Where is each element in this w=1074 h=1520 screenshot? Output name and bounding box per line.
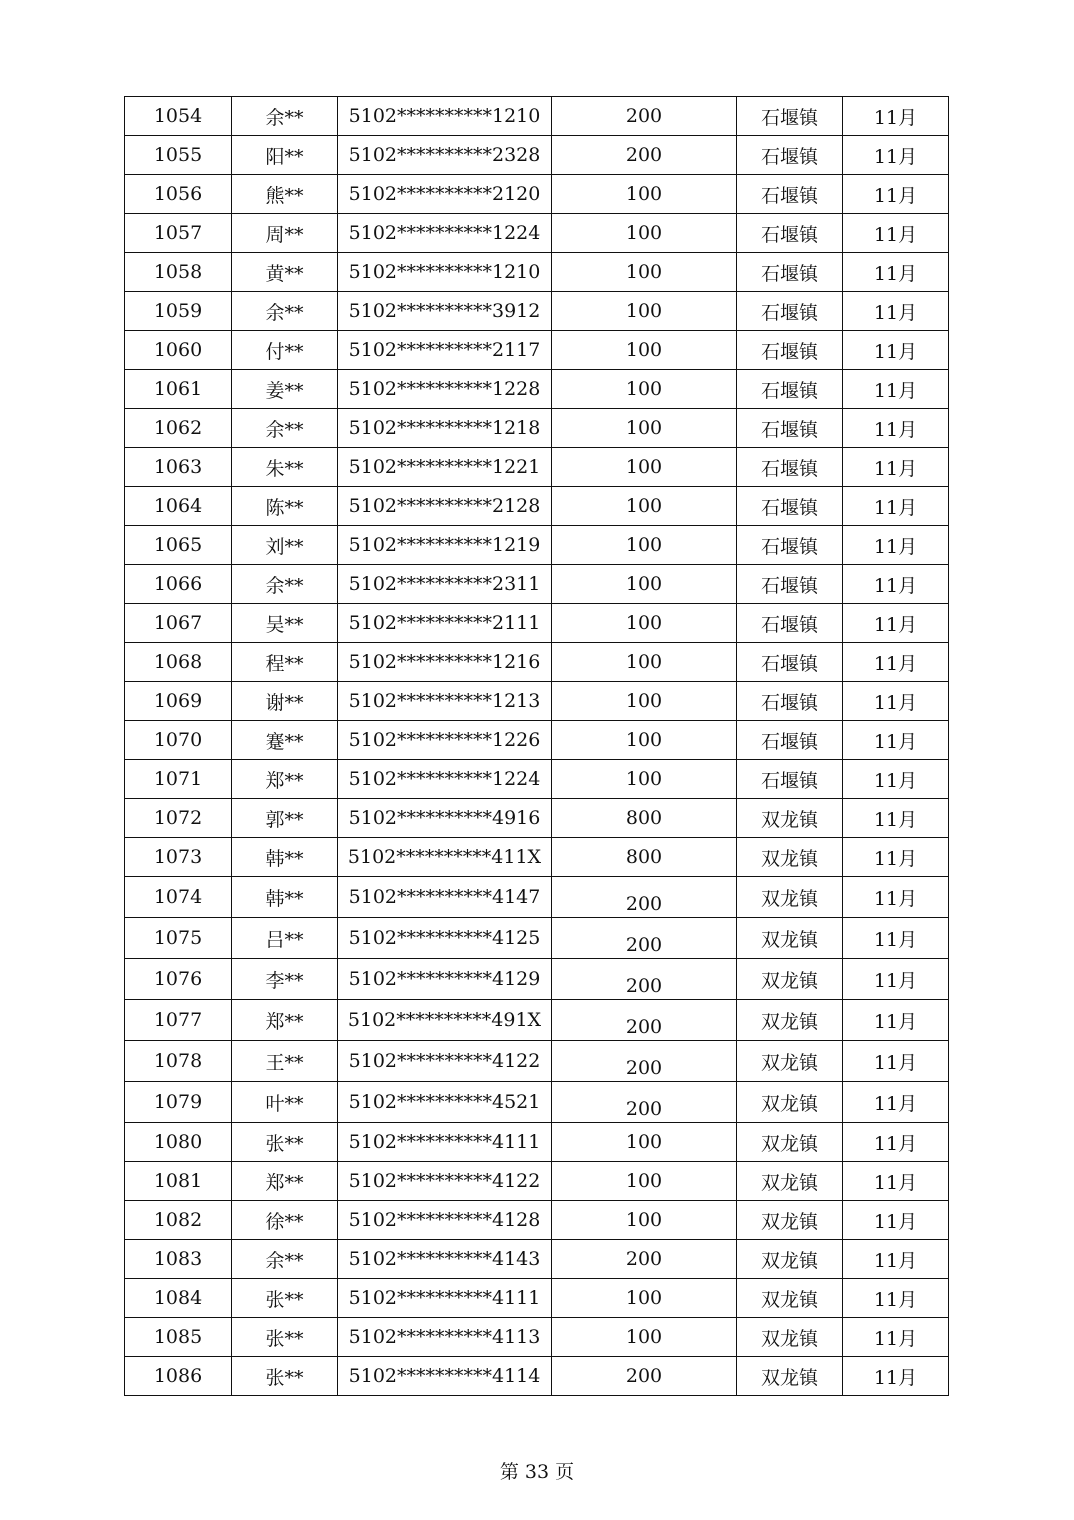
cell-amount: 100 — [552, 448, 737, 487]
cell-id-number: 5102**********1221 — [338, 448, 552, 487]
table-row — [125, 959, 949, 1000]
cell-number: 1056 — [125, 175, 232, 214]
cell-amount: 800 — [552, 799, 737, 838]
cell-id-number: 5102**********1216 — [338, 643, 552, 682]
cell-id-number: 5102**********2117 — [338, 331, 552, 370]
table-row — [125, 877, 949, 918]
cell-id-number: 5102**********1210 — [338, 253, 552, 292]
table-row — [125, 838, 949, 877]
cell-name: 阳** — [232, 136, 338, 175]
cell-amount: 100 — [552, 1318, 737, 1357]
cell-name: 郑** — [232, 1000, 338, 1041]
cell-month: 11月 — [843, 175, 949, 214]
cell-town: 双龙镇 — [737, 1162, 843, 1201]
table-row — [125, 721, 949, 760]
cell-town: 双龙镇 — [737, 838, 843, 877]
table-row — [125, 1201, 949, 1240]
cell-number: 1060 — [125, 331, 232, 370]
cell-month: 11月 — [843, 565, 949, 604]
cell-month: 11月 — [843, 1279, 949, 1318]
cell-amount: 200 — [552, 959, 737, 1000]
cell-month: 11月 — [843, 214, 949, 253]
cell-town: 双龙镇 — [737, 1240, 843, 1279]
cell-name: 陈** — [232, 487, 338, 526]
cell-name: 熊** — [232, 175, 338, 214]
cell-id-number: 5102**********4129 — [338, 959, 552, 1000]
cell-number: 1061 — [125, 370, 232, 409]
cell-town: 石堰镇 — [737, 643, 843, 682]
cell-month: 11月 — [843, 721, 949, 760]
cell-amount: 100 — [552, 643, 737, 682]
table-row — [125, 918, 949, 959]
cell-month: 11月 — [843, 838, 949, 877]
cell-town: 双龙镇 — [737, 1123, 843, 1162]
cell-name: 张** — [232, 1357, 338, 1396]
cell-number: 1080 — [125, 1123, 232, 1162]
cell-name: 吕** — [232, 918, 338, 959]
cell-number: 1064 — [125, 487, 232, 526]
cell-amount: 100 — [552, 370, 737, 409]
cell-id-number: 5102**********4916 — [338, 799, 552, 838]
cell-name: 余** — [232, 409, 338, 448]
cell-id-number: 5102**********1219 — [338, 526, 552, 565]
cell-town: 双龙镇 — [737, 959, 843, 1000]
cell-number: 1059 — [125, 292, 232, 331]
cell-amount: 200 — [552, 136, 737, 175]
cell-name: 张** — [232, 1318, 338, 1357]
cell-amount: 100 — [552, 1123, 737, 1162]
cell-name: 郭** — [232, 799, 338, 838]
cell-number: 1062 — [125, 409, 232, 448]
cell-amount: 100 — [552, 682, 737, 721]
cell-amount: 800 — [552, 838, 737, 877]
table-row — [125, 1041, 949, 1082]
cell-month: 11月 — [843, 136, 949, 175]
cell-number: 1065 — [125, 526, 232, 565]
table-row — [125, 253, 949, 292]
cell-town: 石堰镇 — [737, 292, 843, 331]
cell-town: 石堰镇 — [737, 253, 843, 292]
cell-id-number: 5102**********3912 — [338, 292, 552, 331]
cell-town: 双龙镇 — [737, 1279, 843, 1318]
cell-month: 11月 — [843, 643, 949, 682]
cell-amount: 100 — [552, 331, 737, 370]
cell-amount: 100 — [552, 1201, 737, 1240]
cell-town: 双龙镇 — [737, 1041, 843, 1082]
table-row — [125, 1318, 949, 1357]
cell-amount: 100 — [552, 253, 737, 292]
cell-month: 11月 — [843, 331, 949, 370]
cell-name: 朱** — [232, 448, 338, 487]
page-number: 第 33 页 — [499, 1461, 575, 1483]
cell-town: 石堰镇 — [737, 721, 843, 760]
cell-name: 周** — [232, 214, 338, 253]
cell-name: 韩** — [232, 838, 338, 877]
cell-number: 1069 — [125, 682, 232, 721]
cell-amount: 200 — [552, 97, 737, 136]
cell-month: 11月 — [843, 409, 949, 448]
cell-number: 1054 — [125, 97, 232, 136]
cell-town: 石堰镇 — [737, 448, 843, 487]
cell-amount: 100 — [552, 487, 737, 526]
table-row — [125, 136, 949, 175]
table-row — [125, 292, 949, 331]
cell-town: 石堰镇 — [737, 331, 843, 370]
cell-name: 郑** — [232, 1162, 338, 1201]
table-row — [125, 331, 949, 370]
cell-id-number: 5102**********4111 — [338, 1279, 552, 1318]
cell-month: 11月 — [843, 1123, 949, 1162]
cell-name: 韩** — [232, 877, 338, 918]
cell-town: 双龙镇 — [737, 918, 843, 959]
cell-id-number: 5102**********4113 — [338, 1318, 552, 1357]
cell-town: 石堰镇 — [737, 97, 843, 136]
cell-month: 11月 — [843, 1082, 949, 1123]
cell-month: 11月 — [843, 292, 949, 331]
cell-month: 11月 — [843, 604, 949, 643]
cell-town: 双龙镇 — [737, 1201, 843, 1240]
table-row — [125, 1357, 949, 1396]
cell-id-number: 5102**********491X — [338, 1000, 552, 1041]
cell-name: 李** — [232, 959, 338, 1000]
cell-amount: 200 — [552, 1082, 737, 1123]
cell-amount: 200 — [552, 877, 737, 918]
cell-id-number: 5102**********4143 — [338, 1240, 552, 1279]
cell-month: 11月 — [843, 370, 949, 409]
table-row — [125, 526, 949, 565]
cell-number: 1077 — [125, 1000, 232, 1041]
cell-town: 双龙镇 — [737, 799, 843, 838]
table-row — [125, 799, 949, 838]
table-row — [125, 487, 949, 526]
cell-name: 王** — [232, 1041, 338, 1082]
table-row — [125, 1279, 949, 1318]
cell-number: 1079 — [125, 1082, 232, 1123]
cell-town: 双龙镇 — [737, 877, 843, 918]
cell-amount: 100 — [552, 1162, 737, 1201]
cell-id-number: 5102**********4122 — [338, 1041, 552, 1082]
cell-town: 石堰镇 — [737, 682, 843, 721]
cell-amount: 100 — [552, 604, 737, 643]
cell-month: 11月 — [843, 1041, 949, 1082]
cell-amount: 100 — [552, 175, 737, 214]
cell-number: 1066 — [125, 565, 232, 604]
cell-number: 1081 — [125, 1162, 232, 1201]
cell-town: 石堰镇 — [737, 604, 843, 643]
cell-number: 1072 — [125, 799, 232, 838]
table-row — [125, 97, 949, 136]
cell-name: 徐** — [232, 1201, 338, 1240]
cell-id-number: 5102**********4128 — [338, 1201, 552, 1240]
table-row — [125, 565, 949, 604]
cell-name: 张** — [232, 1279, 338, 1318]
cell-id-number: 5102**********1226 — [338, 721, 552, 760]
cell-name: 余** — [232, 97, 338, 136]
cell-number: 1055 — [125, 136, 232, 175]
cell-town: 石堰镇 — [737, 487, 843, 526]
cell-number: 1067 — [125, 604, 232, 643]
table-row — [125, 409, 949, 448]
cell-id-number: 5102**********1228 — [338, 370, 552, 409]
cell-amount: 100 — [552, 292, 737, 331]
cell-month: 11月 — [843, 1318, 949, 1357]
cell-town: 石堰镇 — [737, 760, 843, 799]
cell-name: 郑** — [232, 760, 338, 799]
cell-month: 11月 — [843, 253, 949, 292]
cell-amount: 200 — [552, 1041, 737, 1082]
cell-id-number: 5102**********1224 — [338, 760, 552, 799]
cell-name: 付** — [232, 331, 338, 370]
cell-id-number: 5102**********1224 — [338, 214, 552, 253]
cell-month: 11月 — [843, 487, 949, 526]
cell-town: 石堰镇 — [737, 136, 843, 175]
cell-number: 1076 — [125, 959, 232, 1000]
cell-id-number: 5102**********4521 — [338, 1082, 552, 1123]
cell-month: 11月 — [843, 959, 949, 1000]
cell-town: 双龙镇 — [737, 1318, 843, 1357]
records-body — [125, 97, 949, 1396]
cell-id-number: 5102**********4114 — [338, 1357, 552, 1396]
cell-amount: 100 — [552, 1279, 737, 1318]
table-row — [125, 604, 949, 643]
cell-number: 1085 — [125, 1318, 232, 1357]
cell-number: 1084 — [125, 1279, 232, 1318]
cell-name: 吴** — [232, 604, 338, 643]
cell-name: 蹇** — [232, 721, 338, 760]
cell-number: 1070 — [125, 721, 232, 760]
cell-name: 刘** — [232, 526, 338, 565]
cell-number: 1086 — [125, 1357, 232, 1396]
table-row — [125, 370, 949, 409]
cell-number: 1068 — [125, 643, 232, 682]
cell-number: 1075 — [125, 918, 232, 959]
cell-month: 11月 — [843, 1162, 949, 1201]
cell-month: 11月 — [843, 799, 949, 838]
cell-town: 双龙镇 — [737, 1000, 843, 1041]
cell-id-number: 5102**********2311 — [338, 565, 552, 604]
table-row — [125, 1162, 949, 1201]
cell-month: 11月 — [843, 877, 949, 918]
cell-name: 张** — [232, 1123, 338, 1162]
cell-amount: 200 — [552, 1240, 737, 1279]
cell-number: 1074 — [125, 877, 232, 918]
cell-month: 11月 — [843, 918, 949, 959]
cell-month: 11月 — [843, 1357, 949, 1396]
cell-id-number: 5102**********4122 — [338, 1162, 552, 1201]
table-row — [125, 175, 949, 214]
table-row — [125, 1000, 949, 1041]
cell-id-number: 5102**********1210 — [338, 97, 552, 136]
cell-amount: 100 — [552, 760, 737, 799]
cell-town: 石堰镇 — [737, 565, 843, 604]
cell-town: 石堰镇 — [737, 214, 843, 253]
cell-number: 1058 — [125, 253, 232, 292]
cell-id-number: 5102**********1218 — [338, 409, 552, 448]
cell-month: 11月 — [843, 1000, 949, 1041]
table-row — [125, 1082, 949, 1123]
cell-number: 1071 — [125, 760, 232, 799]
cell-number: 1057 — [125, 214, 232, 253]
cell-month: 11月 — [843, 97, 949, 136]
cell-month: 11月 — [843, 526, 949, 565]
cell-name: 叶** — [232, 1082, 338, 1123]
cell-amount: 200 — [552, 1357, 737, 1396]
table-row — [125, 760, 949, 799]
table-row — [125, 682, 949, 721]
cell-town: 双龙镇 — [737, 1357, 843, 1396]
table-row — [125, 1240, 949, 1279]
cell-name: 黄** — [232, 253, 338, 292]
cell-name: 谢** — [232, 682, 338, 721]
cell-name: 姜** — [232, 370, 338, 409]
cell-number: 1083 — [125, 1240, 232, 1279]
cell-id-number: 5102**********4111 — [338, 1123, 552, 1162]
cell-id-number: 5102**********411X — [338, 838, 552, 877]
cell-amount: 100 — [552, 214, 737, 253]
cell-id-number: 5102**********4125 — [338, 918, 552, 959]
cell-number: 1082 — [125, 1201, 232, 1240]
cell-id-number: 5102**********2120 — [338, 175, 552, 214]
records-table — [124, 96, 949, 1396]
cell-number: 1073 — [125, 838, 232, 877]
cell-month: 11月 — [843, 682, 949, 721]
cell-id-number: 5102**********4147 — [338, 877, 552, 918]
cell-month: 11月 — [843, 760, 949, 799]
cell-name: 余** — [232, 565, 338, 604]
cell-amount: 200 — [552, 918, 737, 959]
table-row — [125, 643, 949, 682]
table-row — [125, 448, 949, 487]
cell-amount: 100 — [552, 526, 737, 565]
table-row — [125, 214, 949, 253]
cell-name: 余** — [232, 292, 338, 331]
cell-name: 程** — [232, 643, 338, 682]
cell-month: 11月 — [843, 1240, 949, 1279]
cell-amount: 100 — [552, 721, 737, 760]
cell-id-number: 5102**********2111 — [338, 604, 552, 643]
cell-id-number: 5102**********1213 — [338, 682, 552, 721]
cell-town: 石堰镇 — [737, 409, 843, 448]
cell-name: 余** — [232, 1240, 338, 1279]
cell-town: 双龙镇 — [737, 1082, 843, 1123]
cell-town: 石堰镇 — [737, 175, 843, 214]
table-row — [125, 1123, 949, 1162]
cell-month: 11月 — [843, 1201, 949, 1240]
cell-town: 石堰镇 — [737, 370, 843, 409]
cell-amount: 100 — [552, 409, 737, 448]
cell-id-number: 5102**********2328 — [338, 136, 552, 175]
cell-town: 石堰镇 — [737, 526, 843, 565]
cell-amount: 100 — [552, 565, 737, 604]
cell-month: 11月 — [843, 448, 949, 487]
cell-amount: 200 — [552, 1000, 737, 1041]
cell-number: 1063 — [125, 448, 232, 487]
cell-number: 1078 — [125, 1041, 232, 1082]
cell-id-number: 5102**********2128 — [338, 487, 552, 526]
